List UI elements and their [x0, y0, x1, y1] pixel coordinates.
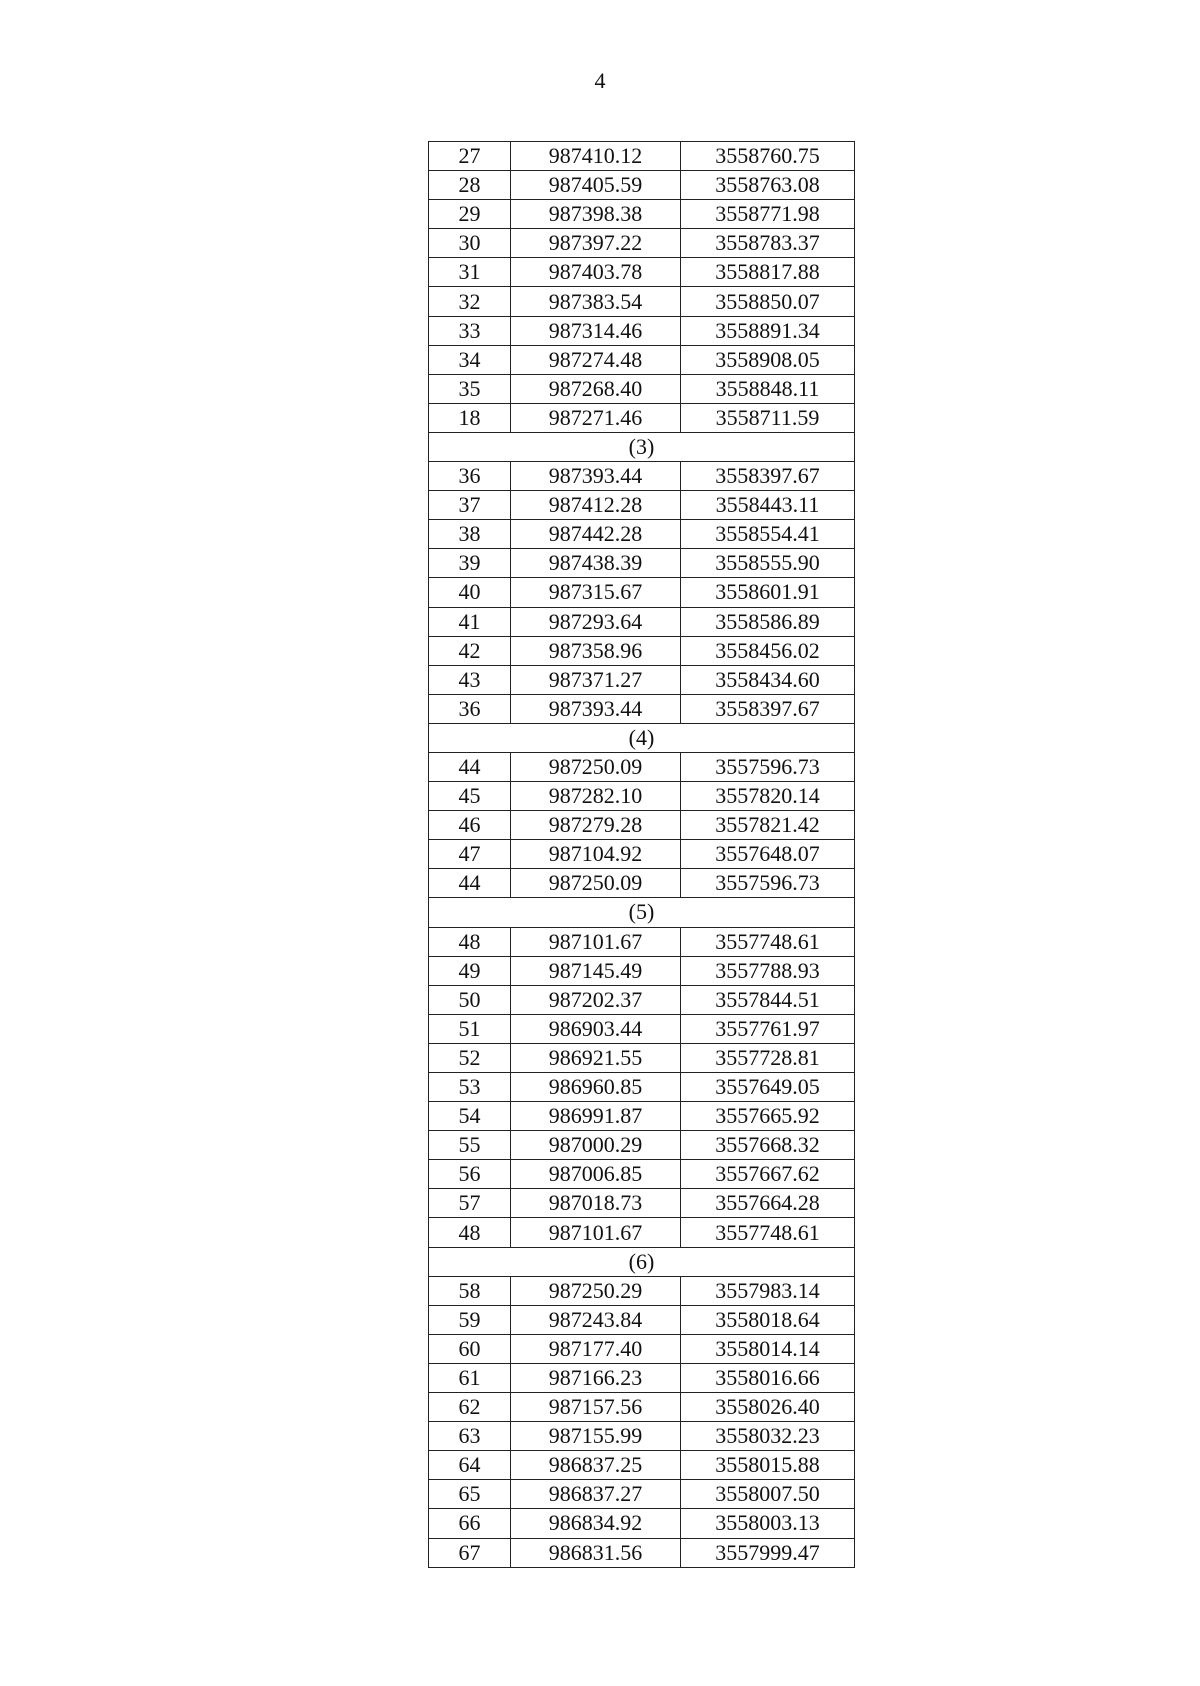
table-row [429, 811, 855, 840]
table-row [429, 491, 855, 520]
table-row [429, 1393, 855, 1422]
y-coordinate-cell: 3557667.62 [681, 1160, 855, 1189]
x-coordinate-cell: 987442.28 [511, 520, 681, 549]
x-coordinate-cell: 987393.44 [511, 694, 681, 723]
table-row [429, 1189, 855, 1218]
table-row [429, 578, 855, 607]
section-label: (4) [429, 723, 855, 752]
y-coordinate-cell: 3558014.14 [681, 1334, 855, 1363]
x-coordinate-cell: 987293.64 [511, 607, 681, 636]
x-coordinate-cell: 987250.09 [511, 752, 681, 781]
table-row [429, 1073, 855, 1102]
table-row [429, 200, 855, 229]
x-coordinate-cell: 987315.67 [511, 578, 681, 607]
point-number-cell: 33 [429, 316, 511, 345]
x-coordinate-cell: 987383.54 [511, 287, 681, 316]
x-coordinate-cell: 987006.85 [511, 1160, 681, 1189]
point-number-cell: 48 [429, 927, 511, 956]
table-row [429, 1102, 855, 1131]
table-row [429, 752, 855, 781]
y-coordinate-cell: 3558891.34 [681, 316, 855, 345]
point-number-cell: 66 [429, 1509, 511, 1538]
y-coordinate-cell: 3558397.67 [681, 462, 855, 491]
y-coordinate-cell: 3558443.11 [681, 491, 855, 520]
table-row [429, 1422, 855, 1451]
y-coordinate-cell: 3557649.05 [681, 1073, 855, 1102]
table-row [429, 1334, 855, 1363]
x-coordinate-cell: 987268.40 [511, 374, 681, 403]
point-number-cell: 62 [429, 1393, 511, 1422]
table-row [429, 665, 855, 694]
table-row [429, 462, 855, 491]
point-number-cell: 44 [429, 869, 511, 898]
y-coordinate-cell: 3558601.91 [681, 578, 855, 607]
y-coordinate-cell: 3557648.07 [681, 840, 855, 869]
y-coordinate-cell: 3558763.08 [681, 171, 855, 200]
y-coordinate-cell: 3558760.75 [681, 142, 855, 171]
table-row [429, 520, 855, 549]
table-row [429, 142, 855, 171]
table-row [429, 1014, 855, 1043]
x-coordinate-cell: 986837.27 [511, 1480, 681, 1509]
point-number-cell: 51 [429, 1014, 511, 1043]
y-coordinate-cell: 3557820.14 [681, 782, 855, 811]
y-coordinate-cell: 3558026.40 [681, 1393, 855, 1422]
table-row [429, 1305, 855, 1334]
x-coordinate-cell: 987314.46 [511, 316, 681, 345]
y-coordinate-cell: 3557596.73 [681, 869, 855, 898]
point-number-cell: 40 [429, 578, 511, 607]
y-coordinate-cell: 3558850.07 [681, 287, 855, 316]
table-row [429, 1160, 855, 1189]
y-coordinate-cell: 3558016.66 [681, 1363, 855, 1392]
table-row [429, 549, 855, 578]
table-row [429, 869, 855, 898]
table-row [429, 374, 855, 403]
x-coordinate-cell: 987393.44 [511, 462, 681, 491]
x-coordinate-cell: 987177.40 [511, 1334, 681, 1363]
point-number-cell: 53 [429, 1073, 511, 1102]
table-row [429, 345, 855, 374]
y-coordinate-cell: 3558015.88 [681, 1451, 855, 1480]
y-coordinate-cell: 3557983.14 [681, 1276, 855, 1305]
x-coordinate-cell: 986960.85 [511, 1073, 681, 1102]
x-coordinate-cell: 987157.56 [511, 1393, 681, 1422]
x-coordinate-cell: 987101.67 [511, 927, 681, 956]
section-row [429, 723, 855, 752]
table-row [429, 985, 855, 1014]
x-coordinate-cell: 987398.38 [511, 200, 681, 229]
table-row [429, 840, 855, 869]
x-coordinate-cell: 987405.59 [511, 171, 681, 200]
x-coordinate-cell: 986834.92 [511, 1509, 681, 1538]
section-label: (6) [429, 1247, 855, 1276]
point-number-cell: 49 [429, 956, 511, 985]
table-row [429, 403, 855, 432]
y-coordinate-cell: 3557728.81 [681, 1043, 855, 1072]
point-number-cell: 28 [429, 171, 511, 200]
point-number-cell: 31 [429, 258, 511, 287]
y-coordinate-cell: 3558018.64 [681, 1305, 855, 1334]
point-number-cell: 50 [429, 985, 511, 1014]
point-number-cell: 48 [429, 1218, 511, 1247]
x-coordinate-cell: 986837.25 [511, 1451, 681, 1480]
table-row [429, 287, 855, 316]
table-row [429, 956, 855, 985]
y-coordinate-cell: 3558555.90 [681, 549, 855, 578]
table-row [429, 1218, 855, 1247]
y-coordinate-cell: 3557596.73 [681, 752, 855, 781]
table-row [429, 1043, 855, 1072]
x-coordinate-cell: 987243.84 [511, 1305, 681, 1334]
x-coordinate-cell: 987101.67 [511, 1218, 681, 1247]
point-number-cell: 38 [429, 520, 511, 549]
point-number-cell: 29 [429, 200, 511, 229]
point-number-cell: 37 [429, 491, 511, 520]
point-number-cell: 18 [429, 403, 511, 432]
y-coordinate-cell: 3558032.23 [681, 1422, 855, 1451]
y-coordinate-cell: 3558397.67 [681, 694, 855, 723]
x-coordinate-cell: 987155.99 [511, 1422, 681, 1451]
y-coordinate-cell: 3557664.28 [681, 1189, 855, 1218]
point-number-cell: 27 [429, 142, 511, 171]
x-coordinate-cell: 987397.22 [511, 229, 681, 258]
y-coordinate-cell: 3557748.61 [681, 1218, 855, 1247]
point-number-cell: 39 [429, 549, 511, 578]
x-coordinate-cell: 987279.28 [511, 811, 681, 840]
table-row [429, 927, 855, 956]
point-number-cell: 60 [429, 1334, 511, 1363]
point-number-cell: 65 [429, 1480, 511, 1509]
x-coordinate-cell: 987403.78 [511, 258, 681, 287]
point-number-cell: 35 [429, 374, 511, 403]
table-row [429, 1538, 855, 1567]
point-number-cell: 45 [429, 782, 511, 811]
y-coordinate-cell: 3557668.32 [681, 1131, 855, 1160]
y-coordinate-cell: 3557844.51 [681, 985, 855, 1014]
point-number-cell: 42 [429, 636, 511, 665]
x-coordinate-cell: 987271.46 [511, 403, 681, 432]
x-coordinate-cell: 987104.92 [511, 840, 681, 869]
x-coordinate-cell: 986991.87 [511, 1102, 681, 1131]
x-coordinate-cell: 986921.55 [511, 1043, 681, 1072]
x-coordinate-cell: 987166.23 [511, 1363, 681, 1392]
point-number-cell: 44 [429, 752, 511, 781]
point-number-cell: 36 [429, 462, 511, 491]
point-number-cell: 47 [429, 840, 511, 869]
point-number-cell: 58 [429, 1276, 511, 1305]
point-number-cell: 59 [429, 1305, 511, 1334]
table-row [429, 1451, 855, 1480]
point-number-cell: 52 [429, 1043, 511, 1072]
section-label: (3) [429, 432, 855, 461]
table-row [429, 782, 855, 811]
y-coordinate-cell: 3558456.02 [681, 636, 855, 665]
table-row [429, 694, 855, 723]
y-coordinate-cell: 3557821.42 [681, 811, 855, 840]
table-row [429, 316, 855, 345]
section-row [429, 432, 855, 461]
point-number-cell: 56 [429, 1160, 511, 1189]
coordinates-table-body [429, 142, 855, 1568]
y-coordinate-cell: 3558848.11 [681, 374, 855, 403]
x-coordinate-cell: 987250.29 [511, 1276, 681, 1305]
x-coordinate-cell: 987250.09 [511, 869, 681, 898]
table-row [429, 1480, 855, 1509]
x-coordinate-cell: 987145.49 [511, 956, 681, 985]
y-coordinate-cell: 3558771.98 [681, 200, 855, 229]
y-coordinate-cell: 3558711.59 [681, 403, 855, 432]
table-row [429, 258, 855, 287]
x-coordinate-cell: 987274.48 [511, 345, 681, 374]
point-number-cell: 61 [429, 1363, 511, 1392]
table-row [429, 607, 855, 636]
point-number-cell: 63 [429, 1422, 511, 1451]
x-coordinate-cell: 987371.27 [511, 665, 681, 694]
table-row [429, 1276, 855, 1305]
page-number: 4 [594, 68, 606, 93]
y-coordinate-cell: 3557761.97 [681, 1014, 855, 1043]
x-coordinate-cell: 987438.39 [511, 549, 681, 578]
point-number-cell: 64 [429, 1451, 511, 1480]
y-coordinate-cell: 3558908.05 [681, 345, 855, 374]
y-coordinate-cell: 3557665.92 [681, 1102, 855, 1131]
x-coordinate-cell: 987412.28 [511, 491, 681, 520]
y-coordinate-cell: 3557748.61 [681, 927, 855, 956]
point-number-cell: 34 [429, 345, 511, 374]
point-number-cell: 30 [429, 229, 511, 258]
section-row [429, 898, 855, 927]
point-number-cell: 43 [429, 665, 511, 694]
y-coordinate-cell: 3558007.50 [681, 1480, 855, 1509]
y-coordinate-cell: 3558434.60 [681, 665, 855, 694]
point-number-cell: 57 [429, 1189, 511, 1218]
point-number-cell: 54 [429, 1102, 511, 1131]
y-coordinate-cell: 3558783.37 [681, 229, 855, 258]
x-coordinate-cell: 987282.10 [511, 782, 681, 811]
coordinates-table [428, 141, 855, 1568]
table-row [429, 636, 855, 665]
point-number-cell: 46 [429, 811, 511, 840]
point-number-cell: 55 [429, 1131, 511, 1160]
x-coordinate-cell: 987018.73 [511, 1189, 681, 1218]
x-coordinate-cell: 986903.44 [511, 1014, 681, 1043]
table-row [429, 171, 855, 200]
y-coordinate-cell: 3558586.89 [681, 607, 855, 636]
table-row [429, 229, 855, 258]
y-coordinate-cell: 3558817.88 [681, 258, 855, 287]
x-coordinate-cell: 987202.37 [511, 985, 681, 1014]
section-label: (5) [429, 898, 855, 927]
table-row [429, 1363, 855, 1392]
x-coordinate-cell: 986831.56 [511, 1538, 681, 1567]
y-coordinate-cell: 3557999.47 [681, 1538, 855, 1567]
point-number-cell: 36 [429, 694, 511, 723]
x-coordinate-cell: 987358.96 [511, 636, 681, 665]
x-coordinate-cell: 987000.29 [511, 1131, 681, 1160]
table-row [429, 1509, 855, 1538]
y-coordinate-cell: 3558003.13 [681, 1509, 855, 1538]
y-coordinate-cell: 3558554.41 [681, 520, 855, 549]
point-number-cell: 32 [429, 287, 511, 316]
x-coordinate-cell: 987410.12 [511, 142, 681, 171]
section-row [429, 1247, 855, 1276]
point-number-cell: 41 [429, 607, 511, 636]
table-row [429, 1131, 855, 1160]
point-number-cell: 67 [429, 1538, 511, 1567]
y-coordinate-cell: 3557788.93 [681, 956, 855, 985]
